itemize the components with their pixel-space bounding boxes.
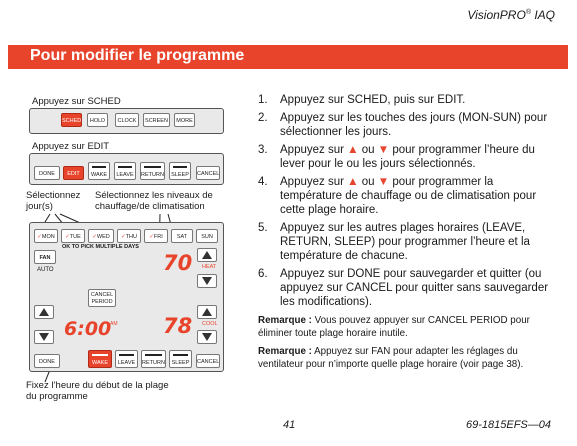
cool-down-button[interactable] — [197, 330, 217, 344]
multiple-days-hint: OK TO PICK MULTIPLE DAYS — [62, 244, 139, 250]
thermostat-panel-program — [29, 222, 224, 372]
note-cancel-period: Remarque : Vous pouvez appuyer sur CANCEL PERIOD pour éliminer toute plage horaire inutile. — [258, 315, 530, 339]
down-arrow-icon: ▼ — [377, 144, 390, 156]
step-5: 5. Appuyez sur les autres plages horaires (LEAVE, RETURN, SLEEP) pour programmer l’heure et la température de chacune. — [258, 222, 530, 262]
cool-up-button[interactable] — [197, 305, 217, 319]
time-down-button[interactable] — [34, 330, 54, 344]
clock-button[interactable]: CLOCK — [115, 113, 139, 127]
wake-button[interactable]: WAKE — [88, 162, 110, 180]
label-select-levels: Sélectionnez les niveaux de chauffage/de climatisation — [95, 190, 213, 212]
label-press-edit: Appuyez sur EDIT — [32, 141, 110, 152]
page-number: 41 — [283, 419, 296, 431]
am-indicator: AM — [110, 321, 118, 327]
label-select-days: Sélectionnez jour(s) — [26, 190, 81, 212]
cool-setpoint: 78 — [163, 314, 193, 338]
label-set-start-time: Fixez l’heure du début de la plage du programme — [26, 380, 169, 402]
leave-button[interactable]: LEAVE — [115, 350, 138, 368]
cancel-period-button[interactable]: CANCEL PERIOD — [88, 289, 116, 307]
label-press-sched: Appuyez sur SCHED — [32, 96, 121, 107]
edit-button[interactable]: EDIT — [63, 166, 84, 180]
fan-mode-value: AUTO — [37, 267, 54, 273]
note-fan: Remarque : Appuyez sur FAN pour adapter les réglages du ventilateur pour n’importe quelle plage horaire (voir page 38). — [258, 346, 524, 370]
brand-name: VisionPRO® IAQ — [467, 8, 555, 22]
document-code: 69-1815EFS—04 — [466, 419, 551, 431]
done-button[interactable]: DONE — [34, 354, 60, 368]
heat-up-button[interactable] — [197, 248, 217, 262]
day-wed-button[interactable]: ✓WED — [88, 229, 114, 243]
step-6: 6. Appuyez sur DONE pour sauvegarder et quitter (ou appuyez sur CANCEL pour quitter sans sauvegarder les modifications). — [258, 268, 549, 308]
done-button[interactable]: DONE — [34, 166, 60, 180]
return-button[interactable]: RETURN — [140, 162, 165, 180]
heat-setpoint: 70 — [163, 251, 193, 275]
up-arrow-icon: ▲ — [347, 176, 359, 188]
heat-down-button[interactable] — [197, 274, 217, 288]
day-tue-button[interactable]: ✓TUE — [61, 229, 85, 243]
start-time: 6:00 — [64, 318, 112, 340]
sleep-button[interactable]: SLEEP — [169, 350, 192, 368]
sleep-button[interactable]: SLEEP — [169, 162, 191, 180]
day-mon-button[interactable]: ✓MON — [34, 229, 58, 243]
day-thu-button[interactable]: ✓THU — [117, 229, 141, 243]
up-arrow-icon: ▲ — [347, 144, 359, 156]
sched-button[interactable]: SCHED — [61, 113, 82, 127]
day-sat-button[interactable]: SAT — [171, 229, 193, 243]
time-up-button[interactable] — [34, 305, 54, 319]
instruction-steps — [258, 93, 558, 371]
cancel-button[interactable]: CANCEL — [196, 354, 220, 368]
day-fri-button[interactable]: ✓FRI — [144, 229, 168, 243]
step-3: 3. Appuyez sur ▲ ou ▼ pour programmer l’heure du lever pour le ou les jours sélectionnés. — [258, 144, 535, 170]
more-button[interactable]: MORE — [174, 113, 195, 127]
return-button[interactable]: RETURN — [141, 350, 166, 368]
step-4: 4. Appuyez sur ▲ ou ▼ pour programmer la température de chauffage ou de climatisation pour cette plage horaire. — [258, 176, 537, 216]
cool-label: COOL — [202, 321, 218, 327]
wake-button[interactable]: WAKE — [88, 350, 112, 368]
page-title: Pour modifier le programme — [30, 47, 245, 64]
step-1: 1. Appuyez sur SCHED, puis sur EDIT. — [258, 94, 466, 106]
cancel-button[interactable]: CANCEL — [196, 166, 220, 180]
hold-button[interactable]: HOLD — [87, 113, 108, 127]
leave-button[interactable]: LEAVE — [114, 162, 136, 180]
day-sun-button[interactable]: SUN — [196, 229, 218, 243]
fan-button[interactable]: FAN — [34, 250, 56, 264]
step-2: 2. Appuyez sur les touches des jours (MON-SUN) pour sélectionner les jours. — [258, 112, 548, 138]
down-arrow-icon: ▼ — [377, 176, 390, 188]
heat-label: HEAT — [202, 264, 217, 270]
screen-button[interactable]: SCREEN — [143, 113, 170, 127]
